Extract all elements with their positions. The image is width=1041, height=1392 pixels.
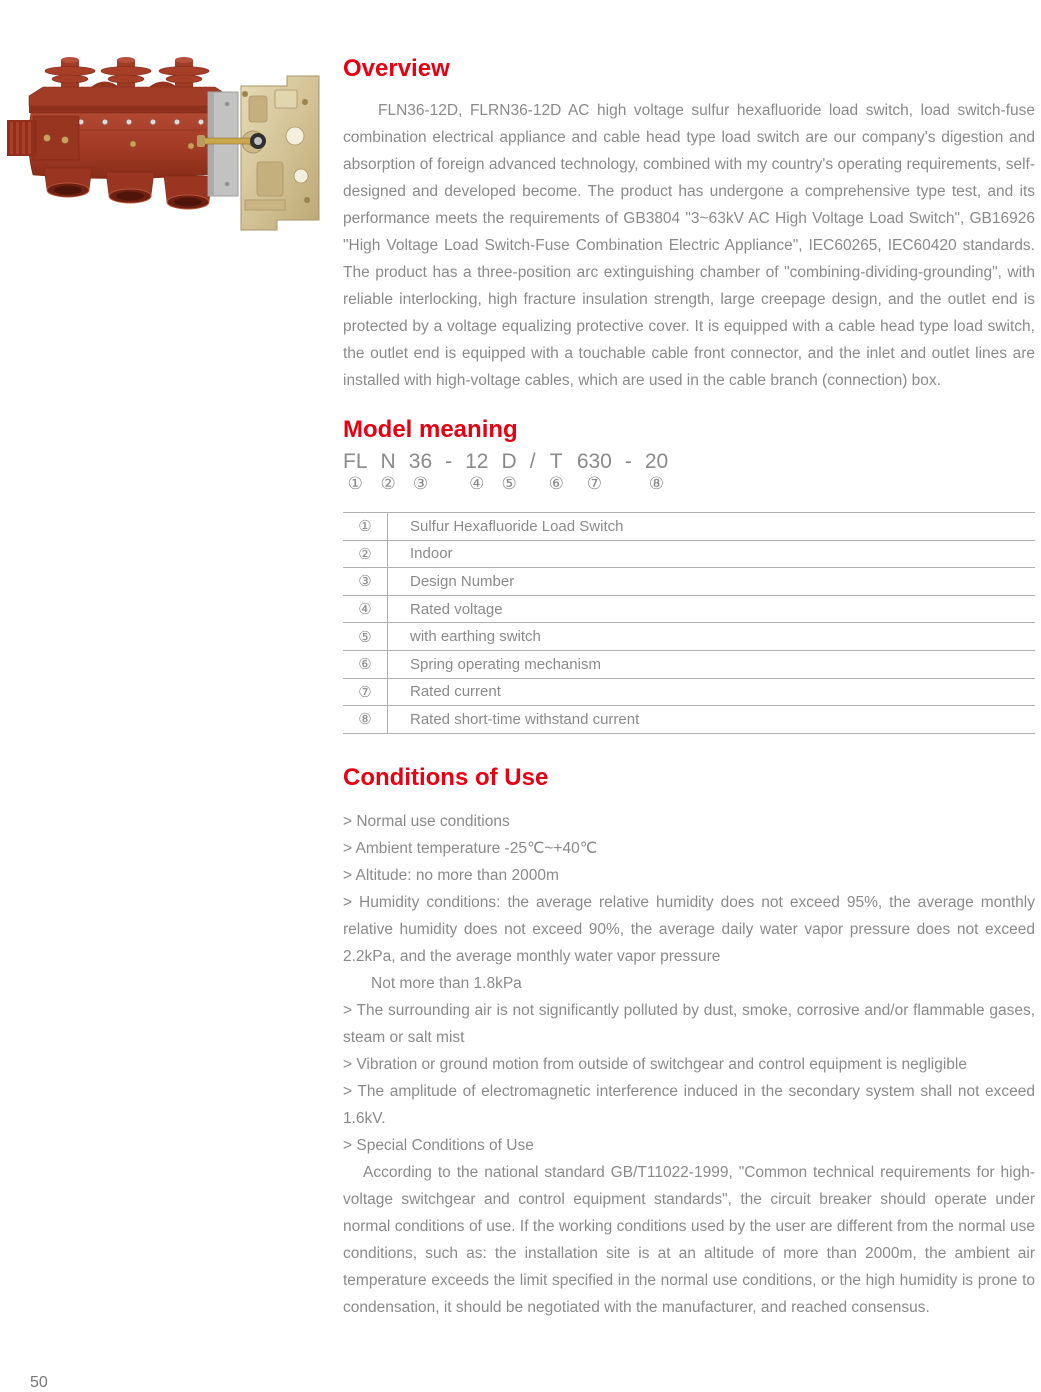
model-code-part: 20 xyxy=(644,450,669,473)
model-code-token xyxy=(501,450,516,494)
model-code-token xyxy=(530,450,536,494)
model-code-token xyxy=(445,450,452,494)
model-code-token xyxy=(381,450,396,494)
row-description: Design Number xyxy=(410,572,515,590)
model-code-number: ⑧ xyxy=(648,474,665,493)
model-code-part: 12 xyxy=(465,450,489,473)
row-description: Spring operating mechanism xyxy=(410,655,601,673)
row-number: ② xyxy=(343,541,388,568)
condition-item: > Humidity conditions: the average relative humidity does not exceed 95%, the average monthly relative humidity does not exceed 90%, the average daily water vapor pressure does not exceed 2.2kPa, and the average monthly water vapor pressure xyxy=(343,893,1035,965)
model-code-part: T xyxy=(549,450,563,473)
model-code-part: N xyxy=(380,450,396,473)
table-row xyxy=(343,706,1035,734)
row-description: with earthing switch xyxy=(410,628,541,646)
model-code-token xyxy=(343,450,368,494)
condition-item: > The surrounding air is not significantly polluted by dust, smoke, corrosive and/or flammable gases, steam or salt mist xyxy=(343,1001,1035,1046)
row-number: ⑥ xyxy=(343,651,388,678)
operating-mechanism xyxy=(241,76,319,230)
condition-item: Not more than 1.8kPa xyxy=(371,974,522,992)
row-description: Rated short-time withstand current xyxy=(410,710,640,728)
row-number: ⑧ xyxy=(343,706,388,733)
row-description: Indoor xyxy=(410,545,453,563)
condition-item: > Special Conditions of Use xyxy=(343,1136,534,1154)
condition-item: > Normal use conditions xyxy=(343,812,510,830)
content-column xyxy=(343,55,1035,1321)
row-description: Rated voltage xyxy=(410,600,503,618)
condition-item: > Altitude: no more than 2000m xyxy=(343,866,559,884)
switch-tank xyxy=(7,57,237,209)
model-meaning-heading: Model meaning xyxy=(343,416,518,443)
table-row xyxy=(343,568,1035,596)
model-code-part: FL xyxy=(343,450,368,473)
row-description: Rated current xyxy=(410,683,501,701)
table-row xyxy=(343,596,1035,624)
model-code-part: - xyxy=(624,450,632,473)
model-code-number: ⑥ xyxy=(548,474,564,493)
table-row xyxy=(343,541,1035,569)
table-row xyxy=(343,623,1035,651)
table-row xyxy=(343,651,1035,679)
model-code-token xyxy=(549,450,564,494)
row-number: ④ xyxy=(343,596,388,623)
model-code-number: ① xyxy=(347,474,363,493)
model-code-token xyxy=(409,450,432,494)
model-code-number: ③ xyxy=(412,474,429,493)
overview-heading: Overview xyxy=(343,55,450,82)
model-code-number: ② xyxy=(380,474,396,493)
page-number: 50 xyxy=(30,1374,48,1391)
condition-item: > Ambient temperature -25℃~+40℃ xyxy=(343,839,598,857)
model-code-part: - xyxy=(445,450,453,473)
row-number: ⑤ xyxy=(343,623,388,650)
model-meaning-table xyxy=(343,512,1035,734)
model-code-part: 630 xyxy=(576,450,612,473)
row-description: Sulfur Hexafluoride Load Switch xyxy=(410,517,624,535)
condition-item: > The amplitude of electromagnetic interference induced in the secondary system shall not exceed 1.6kV. xyxy=(343,1082,1035,1127)
conditions-list xyxy=(343,808,1035,1321)
left-flange xyxy=(7,116,79,160)
model-code-token xyxy=(465,450,488,494)
overview-paragraph: FLN36-12D, FLRN36-12D AC high voltage sulfur hexafluoride load switch, load switch-fuse combination electrical appliance and cable head type load switch are our company's digestion and absorption of foreign advanced technology, combined with my country's operating requirements, self-designed and developed become. The product has undergone a comprehensive type test, and its performance meets the requirements of GB3804 "3~63kV AC High Voltage Load Switch", GB16926 "High Voltage Load Switch-Fuse Combination Electric Appliance", IEC60265, IEC60420 standards. The product has a three-position arc extinguishing chamber of "combining-dividing-grounding", with reliable interlocking, high fracture insulation strength, large creepage design, and the outlet end is protected by a voltage equalizing protective cover. It is equipped with a cable head type load switch, the outlet end is equipped with a touchable cable front connector, and the inlet and outlet lines are installed with high-voltage cables, which are used in the cable branch (connection) box. xyxy=(343,102,1035,389)
conditions-heading: Conditions of Use xyxy=(343,763,549,791)
product-photo xyxy=(5,50,335,268)
model-code-token xyxy=(577,450,612,494)
model-code-token xyxy=(645,450,668,494)
table-row xyxy=(343,512,1035,541)
model-code-part: 36 xyxy=(408,450,433,473)
model-code-part: D xyxy=(501,450,517,473)
row-number: ③ xyxy=(343,568,388,595)
model-code-number: ⑦ xyxy=(586,474,602,493)
table-row xyxy=(343,679,1035,707)
model-code-number: ⑤ xyxy=(501,474,517,493)
condition-item: > Vibration or ground motion from outside of switchgear and control equipment is negligible xyxy=(343,1055,967,1073)
row-number: ① xyxy=(343,513,388,540)
condition-item: According to the national standard GB/T11022-1999, "Common technical requirements for high-voltage switchgear and control equipment standards", the circuit breaker should operate under normal conditions of use. If the working conditions used by the user are different from the normal use conditions, such as: the installation site is at an altitude of more than 2000m, the ambient air temperature exceeds the limit specified in the normal use conditions, or the high humidity is prone to condensation, it should be negotiated with the manufacturer, and reached consensus. xyxy=(343,1163,1035,1316)
row-number: ⑦ xyxy=(343,679,388,706)
model-code-token xyxy=(625,450,632,494)
model-code-part: / xyxy=(529,450,536,473)
model-code-number: ④ xyxy=(469,474,485,493)
model-code xyxy=(343,450,1035,494)
load-switch-illustration xyxy=(5,50,335,268)
